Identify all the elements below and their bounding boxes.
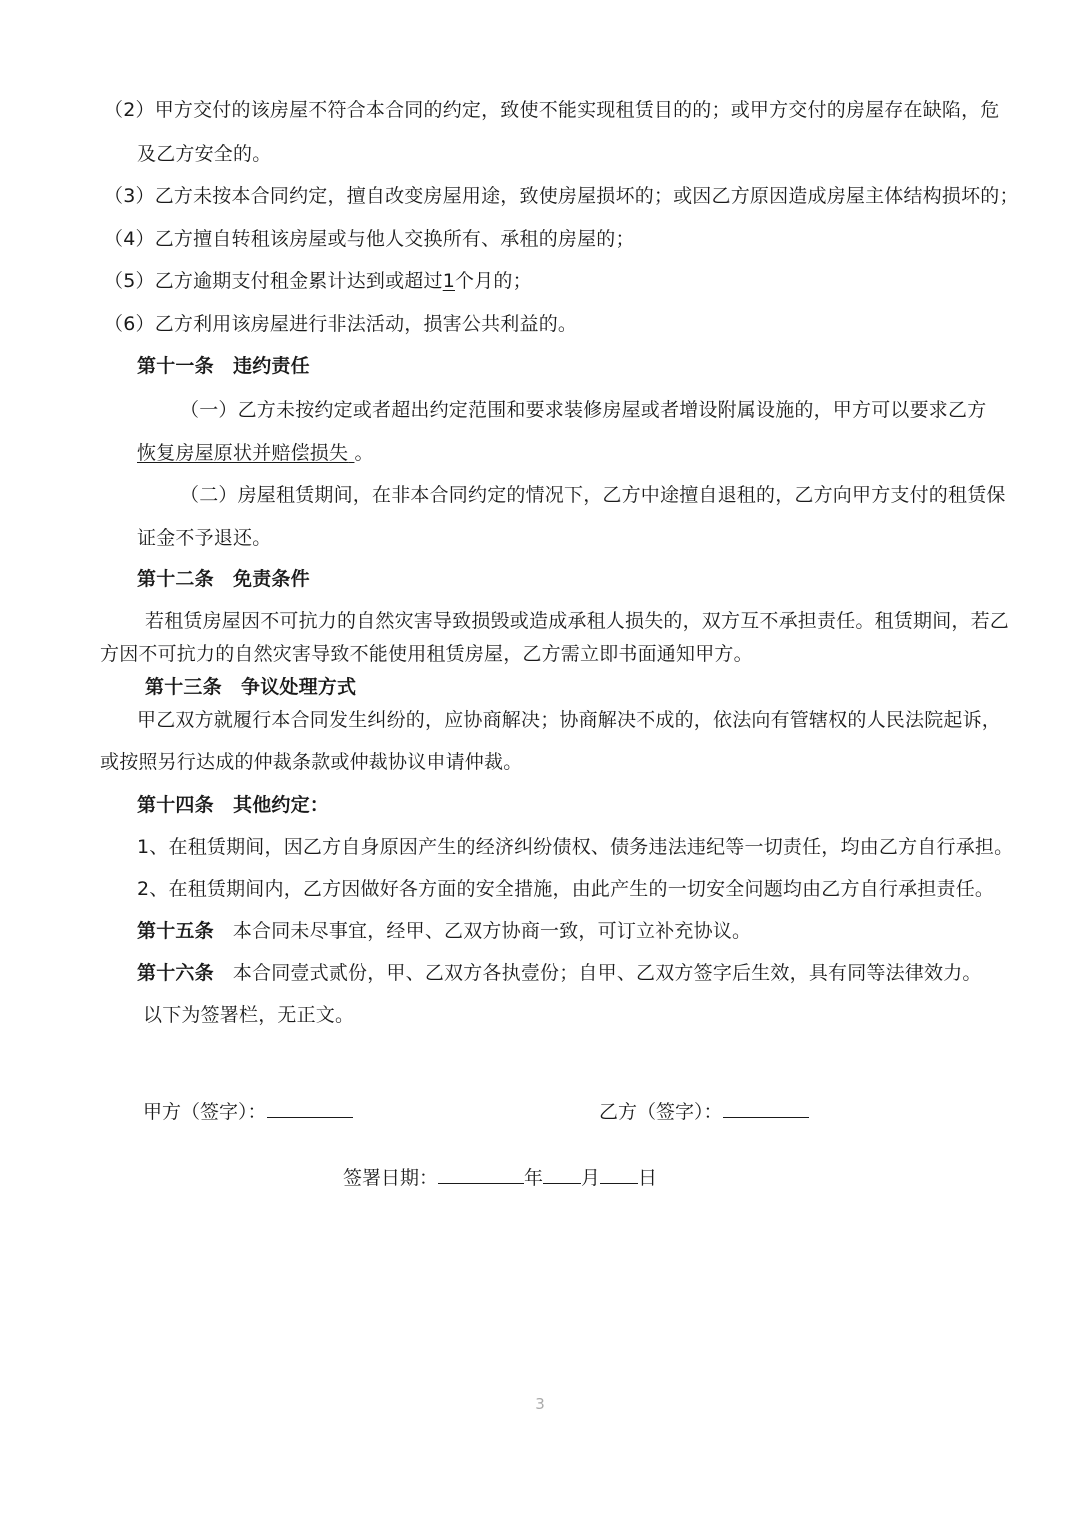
article-16-text: 本合同壹式贰份，甲、乙双方各执壹份；自甲、乙双方签字后生效，具有同等法律效力。 xyxy=(232,962,982,984)
month-blank[interactable] xyxy=(543,1165,581,1184)
article-11-item-2-line-2: 证金不予退还。 xyxy=(137,527,272,549)
date-label: 签署日期： xyxy=(343,1167,439,1189)
article-11-item-1-line-2 xyxy=(137,441,374,465)
day-blank[interactable] xyxy=(600,1165,638,1184)
clause-5 xyxy=(104,269,532,293)
article-11-item-1-fill-text: 恢复房屋原状并赔偿损失 xyxy=(137,442,349,464)
article-11-item-2-line-1: （二）房屋租赁期间，在非本合同约定的情况下，乙方中途擅自退租的，乙方向甲方支付的租赁保 xyxy=(180,484,1006,506)
article-11-item-1-text: （一）乙方未按约定或者超出约定范围和要求装修房屋或者增设附属设施的，甲方可以要求乙方 xyxy=(180,399,987,421)
article-15-heading: 第十五条 xyxy=(137,920,214,942)
article-14-item-1: 1、在租赁期间，因乙方自身原因产生的经济纠纷债权、债务违法违纪等一切责任，均由乙方自行承担。 xyxy=(137,836,1014,858)
article-14-heading: 第十四条 其他约定： xyxy=(137,794,330,816)
day-label: 日 xyxy=(638,1167,658,1189)
article-15-text: 本合同未尽事宜，经甲、乙双方协商一致，可订立补充协议。 xyxy=(232,920,752,942)
article-14-item-2: 2、在租赁期间内，乙方因做好各方面的安全措施，由此产生的一切安全问题均由乙方自行承担责任。 xyxy=(137,878,995,900)
article-11-heading: 第十一条 违约责任 xyxy=(137,355,310,377)
party-b-signature xyxy=(599,1099,809,1124)
clause-2-line-1: （2）甲方交付的该房屋不符合本合同的约定，致使不能实现租赁目的的；或甲方交付的房屋存在缺陷，危 xyxy=(104,99,1000,121)
article-12-line-2: 方因不可抗力的自然灾害导致不能使用租赁房屋，乙方需立即书面通知甲方。 xyxy=(100,643,753,665)
article-12-line-1: 若租赁房屋因不可抗力的自然灾害导致损毁或造成承租人损失的，双方互不承担责任。租赁期间，若乙 xyxy=(145,610,1010,632)
party-b-signature-line[interactable] xyxy=(723,1099,809,1118)
year-blank[interactable] xyxy=(438,1165,524,1184)
year-label: 年 xyxy=(524,1167,544,1189)
month-label: 月 xyxy=(581,1167,601,1189)
clause-2-line-2: 及乙方安全的。 xyxy=(137,143,272,165)
clause-6: （6）乙方利用该房屋进行非法活动，损害公共利益的。 xyxy=(104,313,578,335)
article-13-line-2: 或按照另行达成的仲裁条款或仲裁协议申请仲裁。 xyxy=(100,751,523,773)
clause-4: （4）乙方擅自转租该房屋或与他人交换所有、承租的房屋的； xyxy=(104,228,635,250)
party-b-label: 乙方（签字）： xyxy=(599,1101,723,1123)
party-a-signature xyxy=(143,1099,353,1124)
article-11-item-1-line-1 xyxy=(180,398,986,422)
clause-3: （3）乙方未按本合同约定，擅自改变房屋用途，致使房屋损坏的；或因乙方原因造成房屋主体结构损坏的； xyxy=(104,185,1019,207)
article-13-heading: 第十三条 争议处理方式 xyxy=(145,676,357,698)
page-number: 3 xyxy=(535,1395,545,1413)
clause-5-months-value: 1 xyxy=(442,270,455,292)
article-13-line-1: 甲乙双方就履行本合同发生纠纷的，应协商解决；协商解决不成的，依法向有管辖权的人民法院起诉， xyxy=(137,709,1002,731)
article-16-heading: 第十六条 xyxy=(137,962,214,984)
closing-note: 以下为签署栏，无正文。 xyxy=(143,1004,355,1026)
clause-5-text-before: （5）乙方逾期支付租金累计达到或超过 xyxy=(104,270,443,292)
article-16 xyxy=(137,961,982,985)
article-15 xyxy=(137,919,751,943)
party-a-label: 甲方（签字）： xyxy=(143,1101,267,1123)
clause-5-text-after: 个月的； xyxy=(455,270,532,292)
article-11-item-1-end: 。 xyxy=(354,442,374,464)
article-12-heading: 第十二条 免责条件 xyxy=(137,568,310,590)
signing-date xyxy=(343,1165,657,1190)
party-a-signature-line[interactable] xyxy=(267,1099,353,1118)
